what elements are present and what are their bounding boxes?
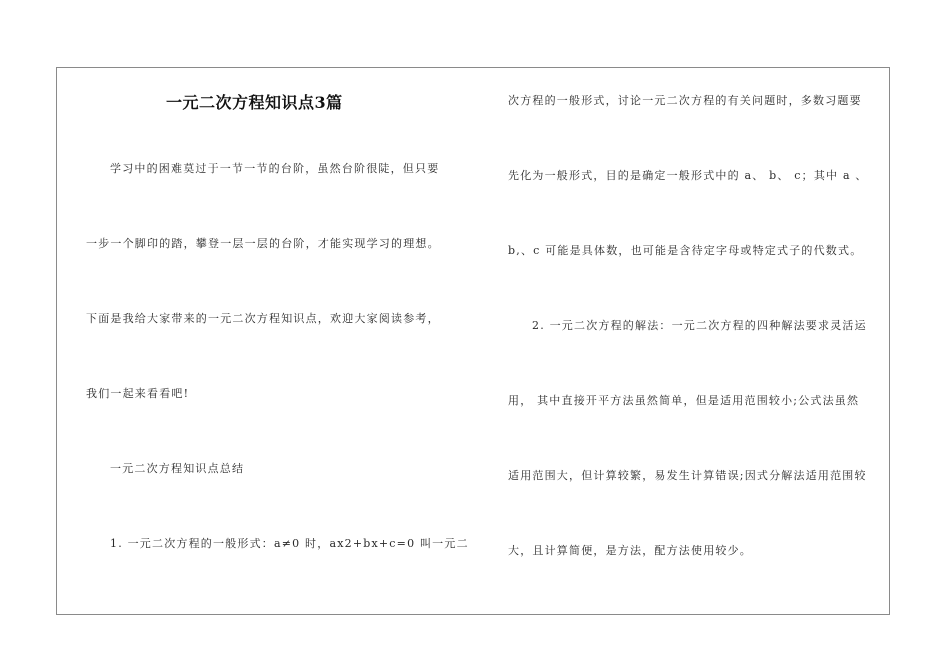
right-line-7: 大，且计算简便，是方法，配方法使用较少。 bbox=[508, 544, 752, 557]
left-line-1: 学习中的困难莫过于一节一节的台阶，虽然台阶很陡，但只要 bbox=[110, 162, 440, 175]
left-line-3: 下面是我给大家带来的一元二次方程知识点，欢迎大家阅读参考， bbox=[86, 312, 440, 325]
right-line-3: b,、c 可能是具体数，也可能是含待定字母或特定式子的代数式。 bbox=[508, 244, 863, 257]
section-heading: 一元二次方程知识点总结 bbox=[110, 462, 245, 475]
left-line-2: 一步一个脚印的踏，攀登一层一层的台阶，才能实现学习的理想。 bbox=[86, 237, 440, 250]
left-line-4: 我们一起来看看吧! bbox=[86, 387, 190, 400]
page-border bbox=[56, 67, 890, 615]
right-line-5: 用， 其中直接开平方法虽然简单，但是适用范围较小;公式法虽然 bbox=[508, 394, 860, 407]
right-line-4: 2. 一元二次方程的解法：一元二次方程的四种解法要求灵活运 bbox=[532, 319, 867, 332]
document-title: 一元二次方程知识点3篇 bbox=[166, 93, 343, 112]
right-line-6: 适用范围大，但计算较繁，易发生计算错误;因式分解法适用范围较 bbox=[508, 469, 867, 482]
right-line-2: 先化为一般形式，目的是确定一般形式中的 a、 b、 c；其中 a 、 bbox=[508, 169, 868, 182]
right-line-1: 次方程的一般形式，讨论一元二次方程的有关问题时，多数习题要 bbox=[508, 94, 862, 107]
left-line-6: 1. 一元二次方程的一般形式：a≠0 时，ax2+bx+c=0 叫一元二 bbox=[110, 537, 469, 550]
